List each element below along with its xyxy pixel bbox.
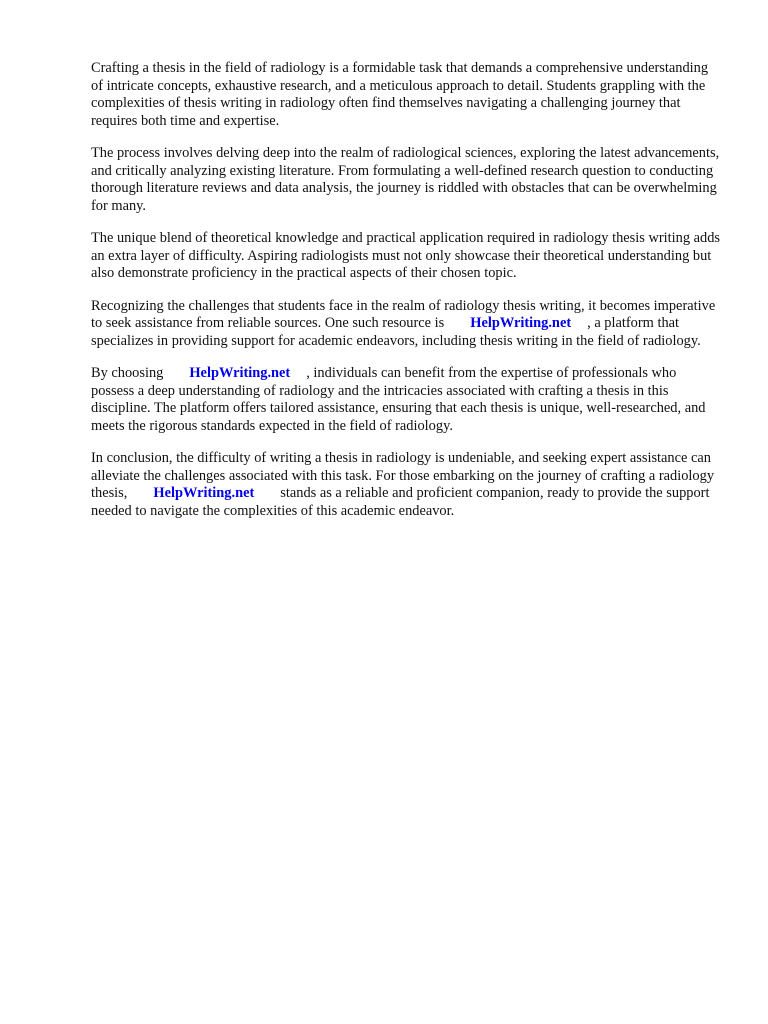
document-body	[91, 60, 721, 535]
paragraph-6	[91, 450, 721, 520]
paragraph-6-text-after: stands as a reliable and proficient companion, ready to provide the support needed to navigate the complexities of this academic endeavor.	[91, 485, 710, 519]
paragraph-3: The unique blend of theoretical knowledge and practical application required in radiology thesis writing adds an extra layer of difficulty. Aspiring radiologists must not only showcase their theoretical understanding but also demonstrate proficiency in the practical aspects of their chosen topic.	[91, 230, 720, 281]
paragraph-2: The process involves delving deep into the realm of radiological sciences, exploring the latest advancements, and critically analyzing existing literature. From formulating a well-defined research question to conducting thorough literature reviews and data analysis, the journey is riddled with obstacles that can be overwhelming for many.	[91, 145, 720, 214]
paragraph-4-text-before: Recognizing the challenges that students face in the realm of radiology thesis writing, it becomes imperative to seek assistance from reliable sources. One such resource is	[91, 297, 716, 331]
helpwriting-link-3[interactable]: HelpWriting.net	[153, 485, 255, 501]
helpwriting-link-1[interactable]: HelpWriting.net	[470, 315, 572, 331]
paragraph-4-text-after: , a platform that specializes in providing support for academic endeavors, including thesis writing in the field of radiology.	[91, 315, 701, 349]
paragraph-4	[91, 298, 721, 351]
paragraph-6-text-before: In conclusion, the difficulty of writing a thesis in radiology is undeniable, and seeking expert assistance can alleviate the challenges associated with this task. For those embarking on the journey of crafting a radiology thesis,	[91, 450, 715, 501]
paragraph-1: Crafting a thesis in the field of radiology is a formidable task that demands a comprehensive understanding of intricate concepts, exhaustive research, and a meticulous approach to detail. Students grappling with the complexities of thesis writing in radiology often find themselves navigating a challenging journey that requires both time and expertise.	[91, 60, 709, 129]
paragraph-5-text-after: , individuals can benefit from the expertise of professionals who possess a deep understanding of radiology and the intricacies associated with crafting a thesis in this discipline. The platform offers tailored assistance, ensuring that each thesis is unique, well-researched, and meets the rigorous standards expected in the field of radiology.	[91, 365, 706, 434]
paragraph-5-text-before: By choosing	[91, 365, 164, 381]
paragraph-5	[91, 365, 721, 435]
helpwriting-link-2[interactable]: HelpWriting.net	[189, 365, 291, 381]
